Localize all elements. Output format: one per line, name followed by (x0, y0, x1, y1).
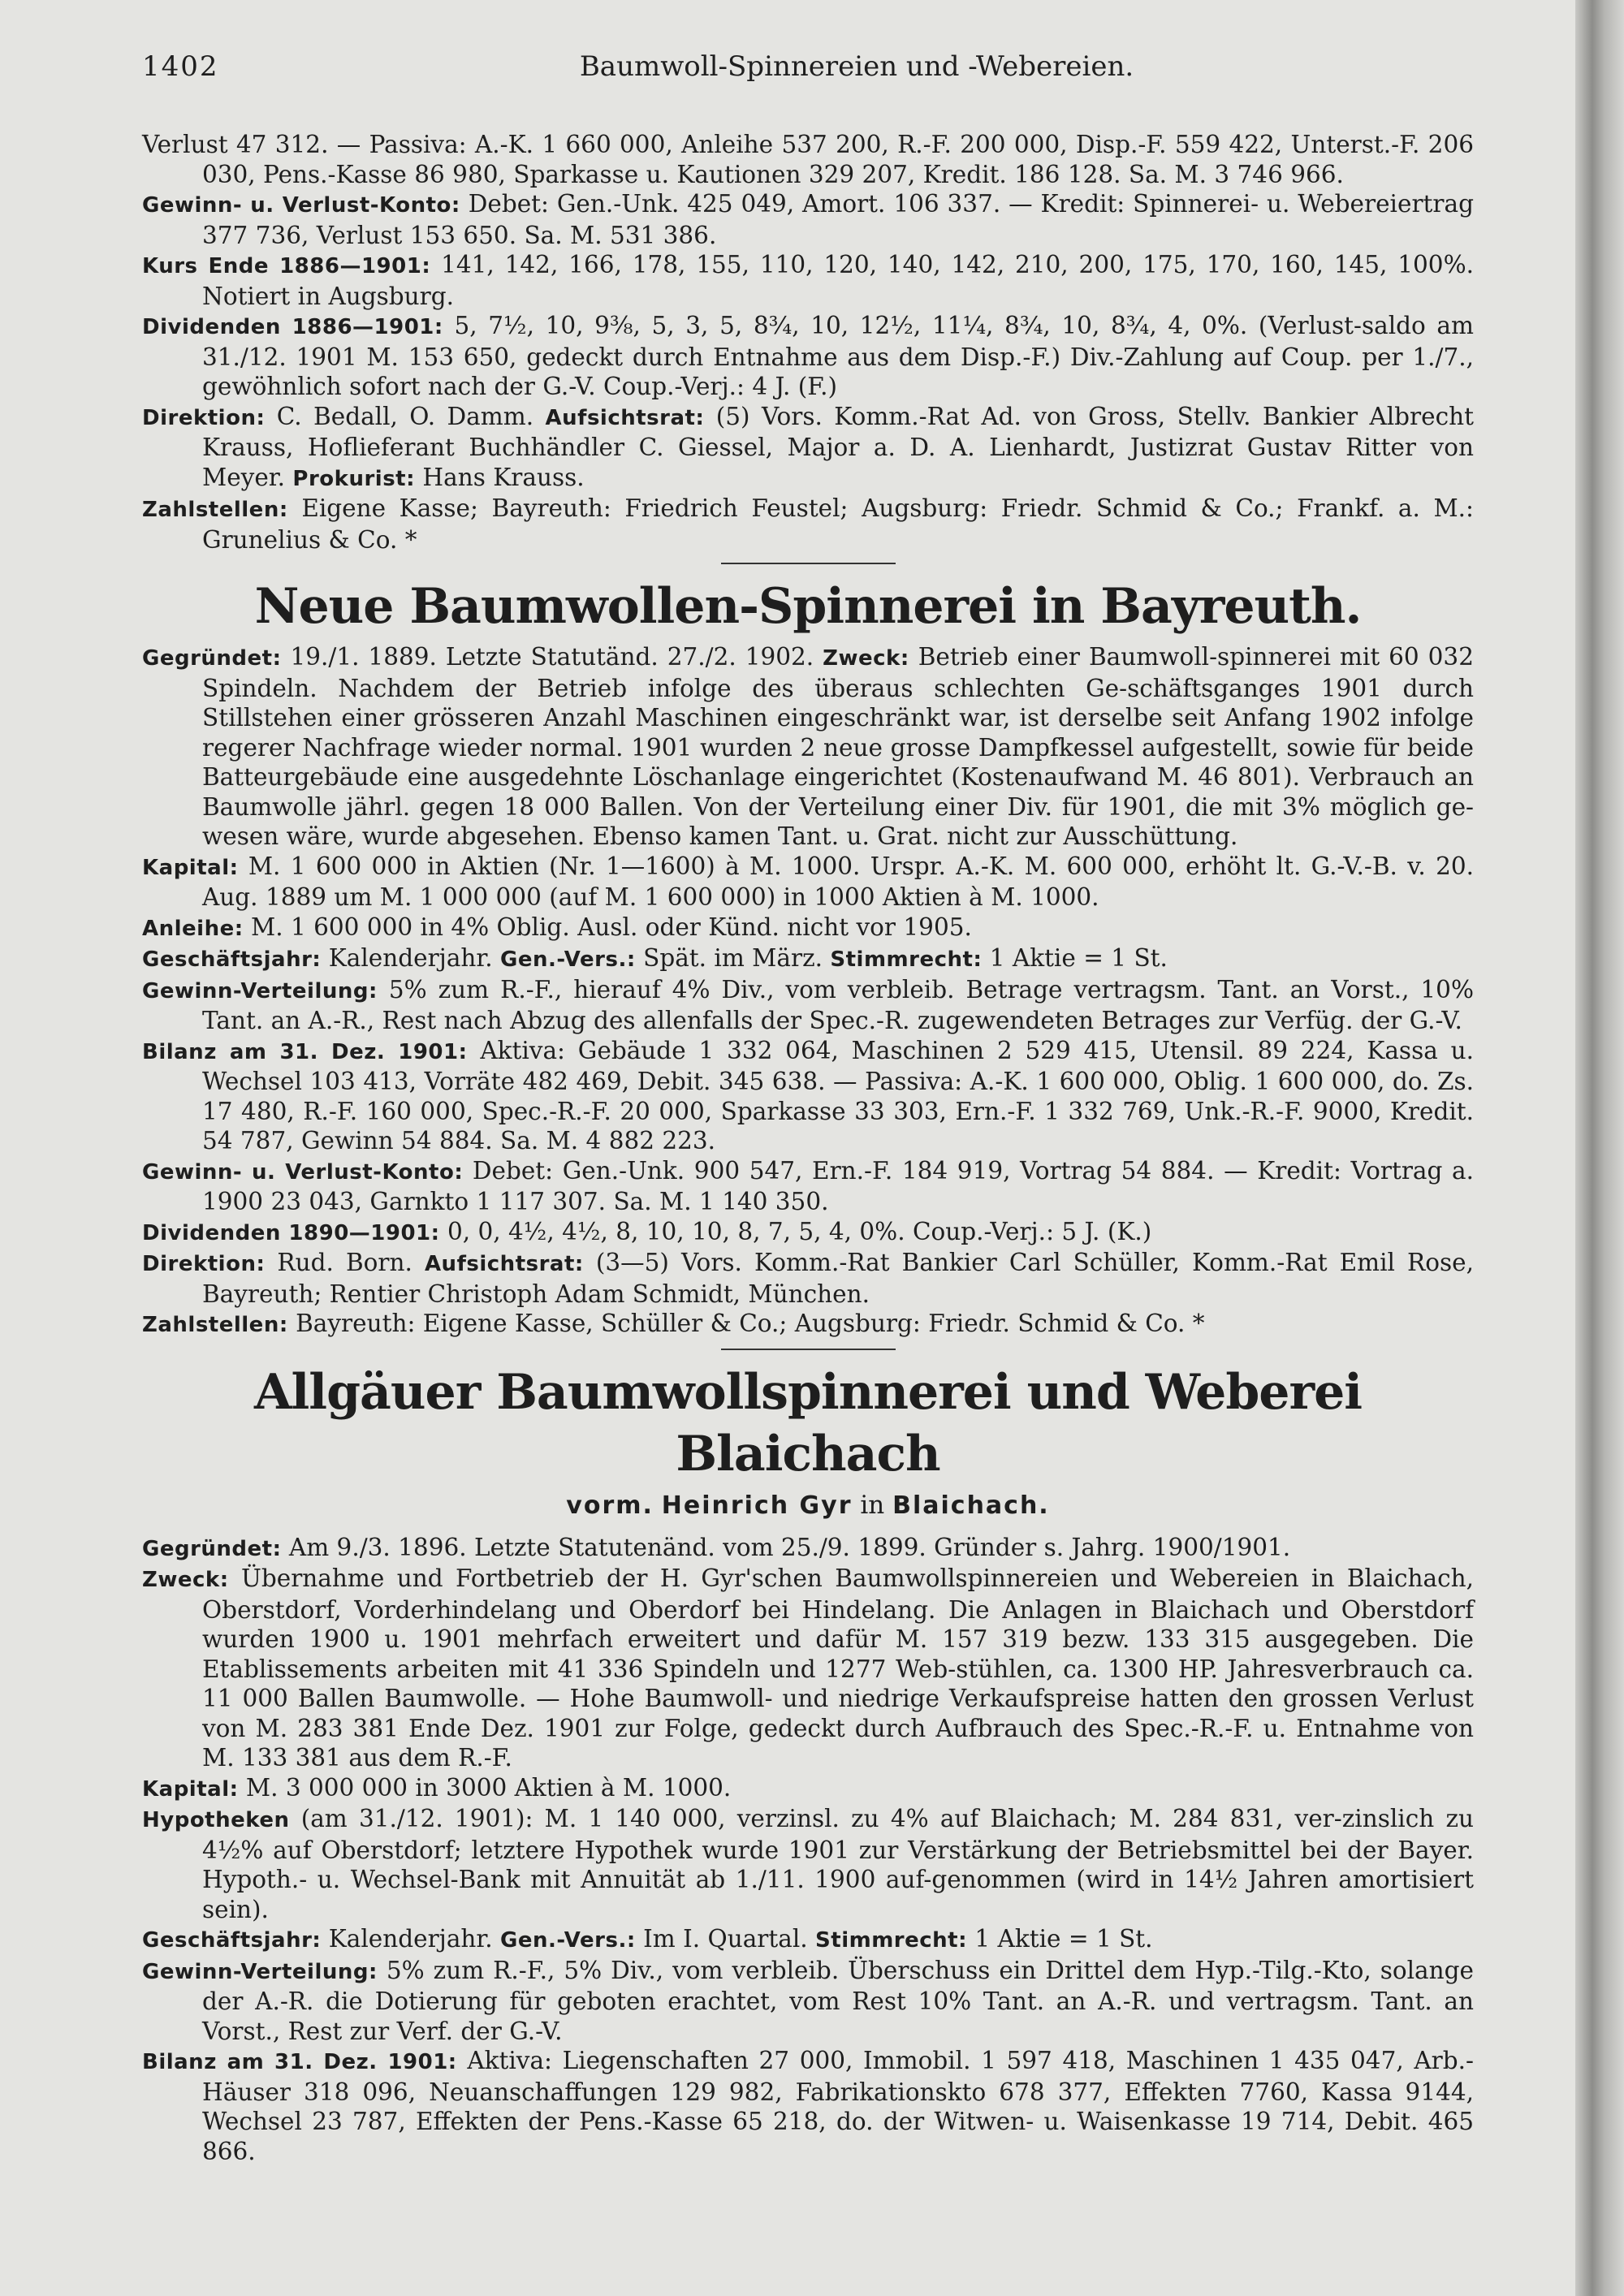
entry-label: Anleihe: (142, 916, 244, 941)
company-title: Neue Baumwollen-Spinnerei in Bayreuth. (254, 578, 1362, 635)
entry-label: Gen.-Vers.: (500, 1928, 636, 1953)
entry-gewinn-verteilung: Gewinn-Verteilung: 5% zum R.-F., 5% Div., vom verbleib. Überschuss ein Drittel dem Hyp.-Tilg.-Kto, solange der A.-R. die Dotierung für geboten erachtet, vom Rest 10% Tant. an A.-R. und vertragsm. Tant. an Vorst., Rest zur Verf. der G.-V. (142, 1956, 1474, 2045)
entry-direktion: Direktion: C. Bedall, O. Damm. Aufsichtsrat: (5) Vors. Komm.-Rat Ad. von Gross, Stellv. Bankier Albrecht Krauss, Hoflieferant Buchhändler C. Giessel, Major a. D. A. Lienhardt, Justizrat Gustav Ritter von Meyer. Prokurist: Hans Krauss. (142, 402, 1474, 491)
entry-label: Gegründet: (142, 1536, 282, 1561)
entry-label: Gewinn-Verteilung: (142, 1959, 378, 1984)
entry-label: Zweck: (823, 646, 909, 671)
entry-label: Prokurist: (292, 466, 415, 491)
entry-zahlstellen: Zahlstellen: Bayreuth: Eigene Kasse, Schüller & Co.; Augsburg: Friedr. Schmid & Co. * (142, 1310, 1205, 1337)
entry-label: Zahlstellen: (142, 1313, 288, 1337)
entry-label: Direktion: (142, 405, 266, 430)
entry-gegruendet: Gegründet: Am 9./3. 1896. Letzte Statutenänd. vom 25./9. 1899. Gründer s. Jahrg. 1900/1901. (142, 1533, 1291, 1561)
company-subtitle: vorm. Heinrich Gyr in Blaichach. (566, 1490, 1050, 1520)
entry-gegruendet: Gegründet: 19./1. 1889. Letzte Statutänd. 27./2. 1902. Zweck: Betrieb einer Baumwoll-spinnerei mit 60 032 Spindeln. Nachdem der Betrieb infolge des überaus schlechten Ge-schäftsganges 1901 durch Stillstehen einer grösseren Anzahl Maschinen eingeschränkt war, ist derselbe seit Anfang 1902 infolge regerer Nachfrage wieder normal. 1901 wurden 2 neue grosse Dampfkessel aufgestellt, sowie für beide Batteurgebäude eine ausgedehnte Löschanlage eingerichtet (Kostenaufwand M. 46 801). Verbrauch an Baumwolle jährl. gegen 18 000 Ballen. Von der Verteilung einer Div. für 1901, die mit 3% möglich ge-wesen wäre, wurde abgesehen. Ebenso kamen Tant. u. Grat. nicht zur Ausschüttung. (142, 643, 1474, 850)
entry-zweck: Zweck: Übernahme und Fortbetrieb der H. Gyr'schen Baumwollspinnereien und Webereien in Blaichach, Oberstdorf, Vorderhindelang und Oberdorf bei Hindelang. Die Anlagen in Blaichach und Oberstdorf wurden 1900 u. 1901 mehrfach erweitert und dafür M. 157 319 bezw. 133 315 ausgegeben. Die Etablissements arbeiten mit 41 336 Spindeln und 1277 Web-stühlen, ca. 1300 HP. Jahresverbrauch ca. 11 000 Ballen Baumwolle. — Hohe Baumwoll- und niedrige Verkaufspreise hatten den grossen Verlust von M. 283 381 Ende Dez. 1901 zur Folge, gedeckt durch Aufbrauch des Spec.-R.-F. u. Entnahme von M. 133 381 aus dem R.-F. (142, 1564, 1474, 1772)
page-edge-shadow (1575, 0, 1624, 2296)
entry-label: Gewinn- u. Verlust-Konto: (142, 1159, 464, 1185)
entry-kapital: Kapital: M. 3 000 000 in 3000 Aktien à M. 1000. (142, 1773, 732, 1802)
entry-label: Stimmrecht: (830, 947, 983, 972)
entry-label: Bilanz am 31. Dez. 1901: (142, 2050, 457, 2074)
running-title: Baumwoll-Spinnereien und -Webereien. (579, 50, 1134, 83)
entry-label: Gegründet: (142, 646, 282, 671)
entry-label: Aufsichtsrat: (424, 1252, 584, 1276)
page-content (142, 130, 1474, 2166)
entry-label: Bilanz am 31. Dez. 1901: (142, 1039, 468, 1064)
section-divider (721, 1349, 896, 1350)
entry-geschaeftsjahr: Geschäftsjahr: Kalenderjahr. Gen.-Vers.: Im I. Quartal. Stimmrecht: 1 Aktie = 1 St. (142, 1925, 1153, 1953)
entry-label: Hypotheken (142, 1808, 290, 1832)
bilanz-continuation: Verlust 47 312. — Passiva: A.-K. 1 660 000, Anleihe 537 200, R.-F. 200 000, Disp.-F. 559 422, Unterst.-F. 206 030, Pens.-Kasse 86 980, Sparkasse u. Kautionen 329 207, Kredit. 186 128. Sa. M. 3 746 966. (142, 131, 1474, 188)
entry-dividenden: Dividenden 1886—1901: 5, 7½, 10, 9⅜, 5, 3, 5, 8¾, 10, 12½, 11¼, 8¾, 10, 8¾, 4, 0%. (Verlust-saldo am 31./12. 1901 M. 153 650, gedeckt durch Entnahme aus dem Disp.-F.) Div.-Zahlung auf Coup. per 1./7., gewöhnlich sofort nach der G.-V. Coup.-Verj.: 4 J. (F.) (142, 312, 1474, 400)
entry-label: Kurs Ende 1886—1901: (142, 254, 431, 278)
entry-label: Direktion: (142, 1252, 266, 1276)
entry-label: Kapital: (142, 855, 239, 880)
entry-label: Zahlstellen: (142, 498, 288, 522)
section-divider (721, 563, 896, 564)
entry-kapital: Kapital: M. 1 600 000 in Aktien (Nr. 1—1600) à M. 1000. Urspr. A.-K. M. 600 000, erhöht lt. G.-V.-B. v. 20. Aug. 1889 um M. 1 000 000 (auf M. 1 600 000) in 1000 Aktien à M. 1000. (142, 852, 1474, 911)
page-header (142, 50, 1474, 93)
entry-anleihe: Anleihe: M. 1 600 000 in 4% Oblig. Ausl. oder Künd. nicht vor 1905. (142, 913, 972, 941)
entry-label: Kapital: (142, 1776, 239, 1802)
entry-direktion: Direktion: Rud. Born. Aufsichtsrat: (3—5) Vors. Komm.-Rat Bankier Carl Schüller, Komm.-Rat Emil Rose, Bayreuth; Rentier Christoph Adam Schmidt, München. (142, 1249, 1474, 1308)
entry-gewinn-verteilung: Gewinn-Verteilung: 5% zum R.-F., hierauf 4% Div., vom verbleib. Betrage vertragsm. Tant. an Vorst., 10% Tant. an A.-R., Rest nach Abzug des allenfalls der Spec.-R. zugewendeten Betrages zur Verfüg. der G.-V. (142, 975, 1474, 1034)
entry-zahlstellen: Zahlstellen: Eigene Kasse; Bayreuth: Friedrich Feustel; Augsburg: Friedr. Schmid & Co.; Frankf. a. M.: Grunelius & Co. * (142, 494, 1474, 554)
entry-label: Geschäftsjahr: (142, 947, 322, 972)
page-number: 1402 (142, 50, 219, 83)
entry-label: Zweck: (142, 1568, 229, 1592)
entry-label: Dividenden 1890—1901: (142, 1220, 440, 1245)
entry-bilanz: Bilanz am 31. Dez. 1901: Aktiva: Gebäude 1 332 064, Maschinen 2 529 415, Utensil. 89 224, Kassa u. Wechsel 103 413, Vorräte 482 469, Debit. 345 638. — Passiva: A.-K. 1 600 000, Oblig. 1 600 000, do. Zs. 17 480, R.-F. 160 000, Spec.-R.-F. 20 000, Sparkasse 33 303, Ern.-F. 1 332 769, Unk.-R.-F. 9000, Kredit. 54 787, Gewinn 54 884. Sa. M. 4 882 223. (142, 1036, 1474, 1154)
entry-label: Dividenden 1886—1901: (142, 315, 443, 339)
entry-label: Geschäftsjahr: (142, 1928, 322, 1953)
entry-geschaeftsjahr: Geschäftsjahr: Kalenderjahr. Gen.-Vers.: Spät. im März. Stimmrecht: 1 Aktie = 1 St. (142, 944, 1168, 972)
entry-label: Gewinn-Verteilung: (142, 978, 378, 1003)
entry-dividenden: Dividenden 1890—1901: 0, 0, 4½, 4½, 8, 10, 10, 8, 7, 5, 4, 0%. Coup.-Verj.: 5 J. (K.) (142, 1217, 1152, 1245)
entry-label: Gewinn- u. Verlust-Konto: (142, 193, 460, 218)
entry-label: Stimmrecht: (815, 1928, 968, 1953)
entry-gewinn-konto: Gewinn- u. Verlust-Konto: Debet: Gen.-Unk. 425 049, Amort. 106 337. — Kredit: Spinnerei- u. Webereiertrag 377 736, Verlust 153 650. Sa. M. 531 386. (142, 190, 1474, 249)
entry-gewinn-konto: Gewinn- u. Verlust-Konto: Debet: Gen.-Unk. 900 547, Ern.-F. 184 919, Vortrag 54 884. — Kredit: Vortrag a. 1900 23 043, Garnkto 1 117 307. Sa. M. 1 140 350. (142, 1156, 1474, 1215)
company-title: Allgäuer Baumwollspinnerei und Weberei Blaichach (253, 1363, 1363, 1482)
entry-bilanz: Bilanz am 31. Dez. 1901: Aktiva: Liegenschaften 27 000, Immobil. 1 597 418, Maschinen 1 435 047, Arb.-Häuser 318 096, Neuanschaffungen 129 982, Fabrikationskto 678 377, Effekten 7760, Kassa 9144, Wechsel 23 787, Effekten der Pens.-Kasse 65 218, do. der Witwen- u. Waisenkasse 19 714, Debit. 465 866. (142, 2047, 1474, 2165)
entry-hypotheken: Hypotheken (am 31./12. 1901): M. 1 140 000, verzinsl. zu 4% auf Blaichach; M. 284 831, ver-zinslich zu 4½% auf Oberstdorf; letztere Hypothek wurde 1901 zur Verstärkung der Betriebsmittel bei der Bayer. Hypoth.- u. Wechsel-Bank mit Annuität ab 1./11. 1900 auf-genommen (wird in 14½ Jahren amortisiert sein). (142, 1805, 1474, 1923)
entry-kurs: Kurs Ende 1886—1901: 141, 142, 166, 178, 155, 110, 120, 140, 142, 210, 200, 175, 170, 160, 145, 100%. Notiert in Augsburg. (142, 251, 1474, 310)
entry-label: Gen.-Vers.: (500, 947, 636, 972)
entry-label: Aufsichtsrat: (545, 405, 705, 430)
